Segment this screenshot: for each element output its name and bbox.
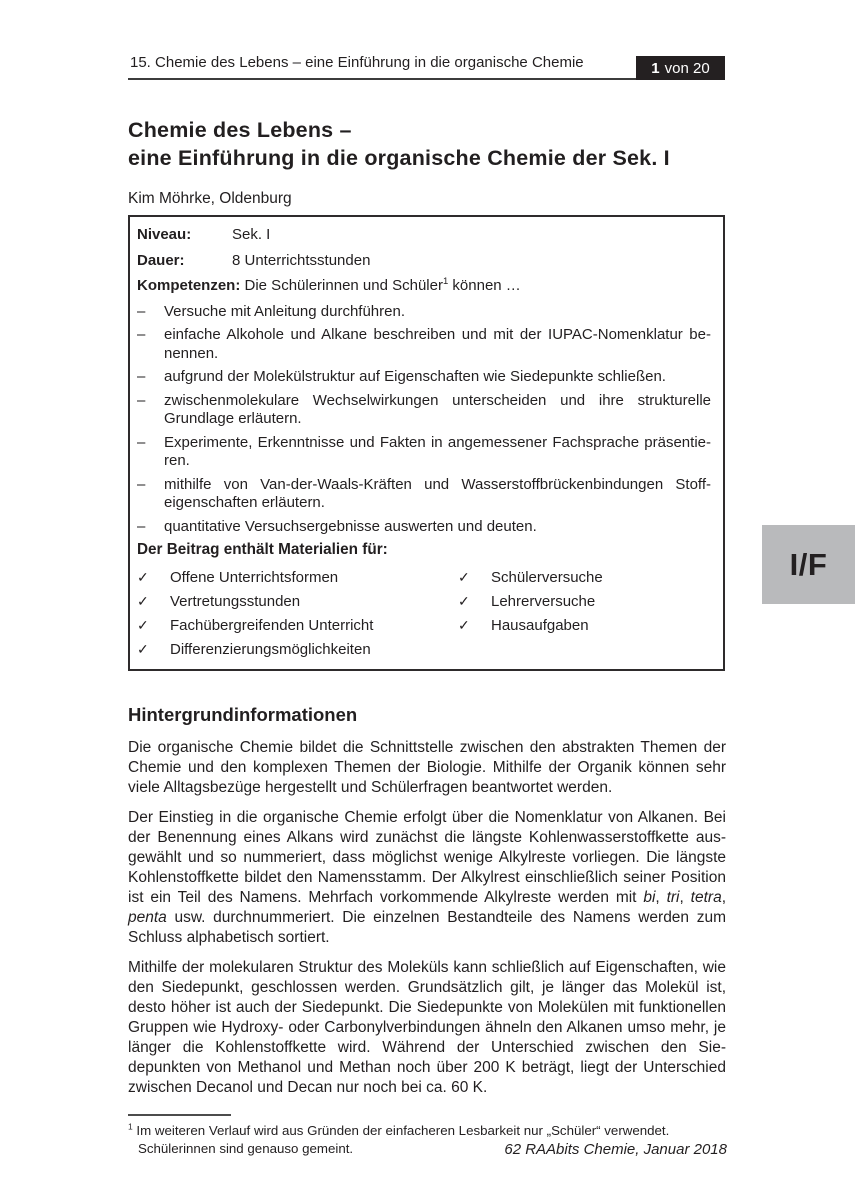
italic-term: tetra (690, 889, 722, 906)
material-label: Offene Unterrichtsformen (170, 568, 339, 586)
author-line: Kim Möhrke, Oldenburg (128, 190, 292, 207)
background-section (128, 704, 726, 1157)
dash-bullet-icon: – (137, 475, 146, 493)
page-number-badge (636, 56, 725, 80)
material-item (458, 565, 711, 589)
materials-column-right (458, 565, 711, 661)
competency-text: Versuche mit Anleitung durchführen. (164, 302, 405, 320)
competency-text: quantitative Versuchsergebnisse auswerten und deuten. (164, 517, 537, 535)
checkmark-icon: ✓ (458, 616, 470, 633)
niveau-label: Niveau: (137, 226, 192, 243)
paragraph-2 (128, 808, 726, 948)
italic-term: penta (128, 909, 167, 926)
checkmark-icon: ✓ (458, 568, 470, 585)
checkmark-icon: ✓ (137, 568, 149, 585)
material-label: Differenzierungsmöglichkeiten (170, 640, 371, 658)
dash-bullet-icon: – (137, 368, 146, 385)
niveau-row (137, 226, 711, 245)
footnote-line2: Schülerinnen sind genauso gemeint. (138, 1140, 354, 1156)
competency-item (137, 518, 711, 537)
issue-footer: 62 RAAbits Chemie, Januar 2018 (504, 1141, 727, 1158)
materials-columns (137, 565, 711, 661)
material-item (137, 565, 458, 589)
checkmark-icon: ✓ (137, 592, 149, 609)
dash-bullet-icon: – (137, 326, 146, 343)
section-tab-badge: I/F (762, 525, 855, 604)
page-number-total: von 20 (664, 59, 710, 77)
paragraph-2-text: , (721, 889, 726, 906)
page-number-current: 1 (651, 59, 660, 77)
competency-text: Experimente, Erkenntnisse und Fakten in angemessener Fachsprache präsentieren. (164, 433, 711, 469)
running-head-title: 15. Chemie des Lebens – eine Einführung in die organische Chemie (130, 54, 584, 71)
footnote-line1: Im weiteren Verlauf wird aus Gründen der einfacheren Lesbarkeit nur „Schüler“ verwendet. (132, 1123, 670, 1138)
document-title (128, 116, 728, 172)
dash-bullet-icon: – (137, 391, 146, 409)
material-item (137, 589, 458, 613)
material-label: Fachübergreifenden Unterricht (170, 616, 374, 634)
materials-heading: Der Beitrag enthält Materialien für: (137, 541, 388, 558)
competency-item (137, 434, 711, 471)
materials-column-left (137, 565, 458, 661)
lesson-info-box (128, 215, 725, 671)
competency-text: aufgrund der Molekülstruktur auf Eigenschaften wie Siedepunkte schließen. (164, 368, 666, 385)
material-item (458, 589, 711, 613)
competency-item (137, 326, 711, 363)
footnote-rule (128, 1114, 231, 1116)
kompetenzen-text: Die Schülerinnen und Schüler (240, 277, 443, 294)
checkmark-icon: ✓ (137, 640, 149, 657)
material-item (137, 637, 458, 661)
paragraph-2-text: usw. durchnummeriert. Die einzelnen Bestandteile des Namens werden zum Schluss alphabetisch sortiert. (128, 909, 726, 946)
competency-text: einfache Alkohole und Alkane beschreiben und mit der IUPAC-Nomenklatur benennen. (164, 326, 711, 362)
material-label: Hausaufgaben (491, 616, 589, 634)
paragraph-1: Die organische Chemie bildet die Schnittstelle zwischen den abstrakten Themen der Chemie und den komplexen Themen der Biologie. Mithilfe der Organik können sehr viele Alltagsbezüge hergestellt und Schülerfragen beantwortet werden. (128, 739, 726, 796)
paragraph-2-text: Der Einstieg in die organische Chemie erfolgt über die Nomenklatur von Alkanen. Bei der Benennung eines Alkans wird zunächst die längste Kohlenwasserstoffkette ausgewählt und so nummeriert, dass möglichst wenige Alkylreste vorliegen. Die längste Kohlenstoffkette bildet den Namensstamm. Der Alkylrest einschließlich seiner Position ist ein Teil des Namens. Mehrfach vorkommende Alkylreste werden mit (128, 809, 726, 906)
footnote-reference: 1 (442, 276, 449, 287)
dauer-label: Dauer: (137, 251, 185, 269)
competency-item (137, 476, 711, 513)
material-label: Lehrerversuche (491, 592, 596, 610)
material-label: Schülerversuche (491, 568, 603, 586)
paragraph-2-text: , (679, 889, 691, 906)
italic-term: bi (643, 889, 656, 906)
dash-bullet-icon: – (137, 433, 146, 451)
kompetenzen-label: Kompetenzen: (137, 277, 241, 294)
running-head (128, 50, 725, 80)
italic-term: tri (666, 889, 680, 906)
checkmark-icon: ✓ (458, 592, 470, 609)
competency-item (137, 392, 711, 429)
dauer-value: 8 Unterrichtsstunden (232, 251, 371, 269)
footnote-marker: 1 (128, 1121, 133, 1132)
kompetenzen-tail: können … (448, 277, 521, 294)
checkmark-icon: ✓ (137, 616, 149, 633)
kompetenzen-row (137, 277, 711, 296)
material-item (458, 613, 711, 637)
competency-item (137, 303, 711, 322)
section-heading: Hintergrundinformationen (128, 704, 358, 725)
competency-text: zwischenmolekulare Wechselwirkungen unterscheiden und ihre strukturelle Grundlage erläutern. (164, 391, 711, 427)
paragraph-3: Mithilfe der molekularen Struktur des Moleküls kann schließlich auf Eigenschaften, wie den Siedepunkt, geschlossen werden. Grundsätzlich gilt, je länger das Molekül ist, desto höher ist auch der Siedepunkt. Die Siedepunkte von Molekülen mit funktionellen Gruppen wie Hydroxy- oder Carbonylverbindungen ähneln den Alkanen umso mehr, je länger die Kohlenstoffkette wird. Während der Unterschied zwischen den Siedepunkten von Methanol und Methan noch über 200 K beträgt, liegt der Unterschied zwischen Decanol und Decan nur noch bei ca. 60 K. (128, 959, 726, 1096)
niveau-value: Sek. I (232, 226, 271, 243)
material-label: Vertretungsstunden (170, 592, 301, 610)
competency-text: mithilfe von Van-der-Waals-Kräften und Wasserstoffbrückenbindungen Stoffeigenschaften erläutern. (164, 475, 711, 511)
dauer-row (137, 252, 711, 271)
document-title-line1: Chemie des Lebens – (128, 118, 352, 142)
paragraph-2-text: , (655, 889, 667, 906)
dash-bullet-icon: – (137, 302, 146, 320)
competency-item (137, 368, 711, 387)
document-title-line2: eine Einführung in die organische Chemie der Sek. I (128, 146, 670, 170)
material-item (137, 613, 458, 637)
dash-bullet-icon: – (137, 517, 146, 535)
